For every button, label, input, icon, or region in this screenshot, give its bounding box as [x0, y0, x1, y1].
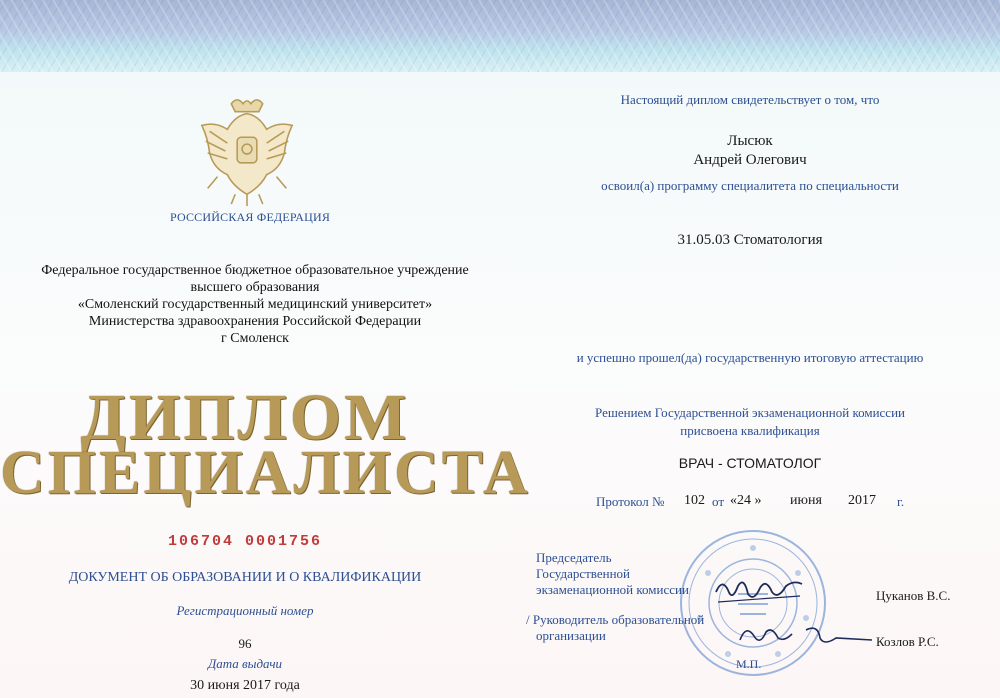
graduate-given-names: Андрей Олегович [693, 152, 807, 168]
document-type: ДОКУМЕНТ ОБ ОБРАЗОВАНИИ И О КВАЛИФИКАЦИИ [68, 570, 422, 585]
seal-place-mark: М.П. [736, 657, 762, 671]
passed-attestation-text: и успешно прошел(да) государственную итоговую аттестацию [576, 350, 924, 365]
head-title-line: организации [536, 628, 606, 643]
org-line: Федеральное государственное бюджетное образовательное учреждение [41, 263, 469, 278]
chair-title-line: Государственной [536, 566, 631, 581]
issue-date-value: 30 июня 2017 года [190, 678, 300, 693]
diploma-subtitle: СПЕЦИАЛИСТА [0, 439, 531, 507]
registration-label: Регистрационный номер [176, 603, 314, 618]
qualification: ВРАЧ - СТОМАТОЛОГ [678, 455, 822, 471]
chair-name: Цуканов В.С. [876, 588, 951, 603]
org-line: Министерства здравоохранения Российской Федерации [88, 314, 422, 329]
mastered-program-text: освоил(а) программу специалитета по специальности [601, 178, 899, 193]
protocol-month: июня [790, 493, 822, 508]
registration-number: 96 [238, 636, 252, 651]
protocol-year: 2017 [848, 493, 876, 508]
org-line: высшего образования [190, 280, 320, 295]
signature-chair [708, 572, 808, 612]
certify-intro: Настоящий диплом свидетельствует о том, что [620, 92, 880, 107]
graduate-surname: Лысюк [727, 133, 773, 149]
diploma-title: ДИПЛОМ [80, 381, 410, 454]
issue-date-label: Дата выдачи [207, 656, 283, 671]
qualification-awarded-label: присвоена квалификация [680, 423, 820, 438]
chair-title-line: экзаменационной комиссии [536, 582, 689, 597]
org-line: «Смоленский государственный медицинский университет» [77, 297, 433, 312]
protocol-day: «24 » [730, 493, 762, 508]
russian-coat-of-arms-icon [188, 92, 306, 210]
serial-number: 106704 0001756 [167, 533, 323, 550]
chair-title-line: Председатель [536, 550, 612, 565]
org-line: г Смоленск [221, 331, 289, 346]
protocol-from: от [712, 494, 725, 509]
institution-block [20, 262, 490, 347]
country-name: РОССИЙСКАЯ ФЕДЕРАЦИЯ [169, 210, 331, 224]
head-title-line: / Руководитель образовательной [526, 612, 705, 627]
protocol-number: 102 [684, 493, 705, 508]
band-guilloche-pattern [0, 0, 1000, 72]
specialty: 31.05.03 Стоматология [677, 232, 823, 248]
commission-decision-line: Решением Государственной экзаменационной комиссии [595, 405, 905, 420]
protocol-year-suffix: г. [897, 494, 905, 509]
head-name: Козлов Р.С. [876, 634, 939, 649]
signature-head [736, 616, 876, 652]
protocol-label: Протокол № [596, 494, 665, 509]
